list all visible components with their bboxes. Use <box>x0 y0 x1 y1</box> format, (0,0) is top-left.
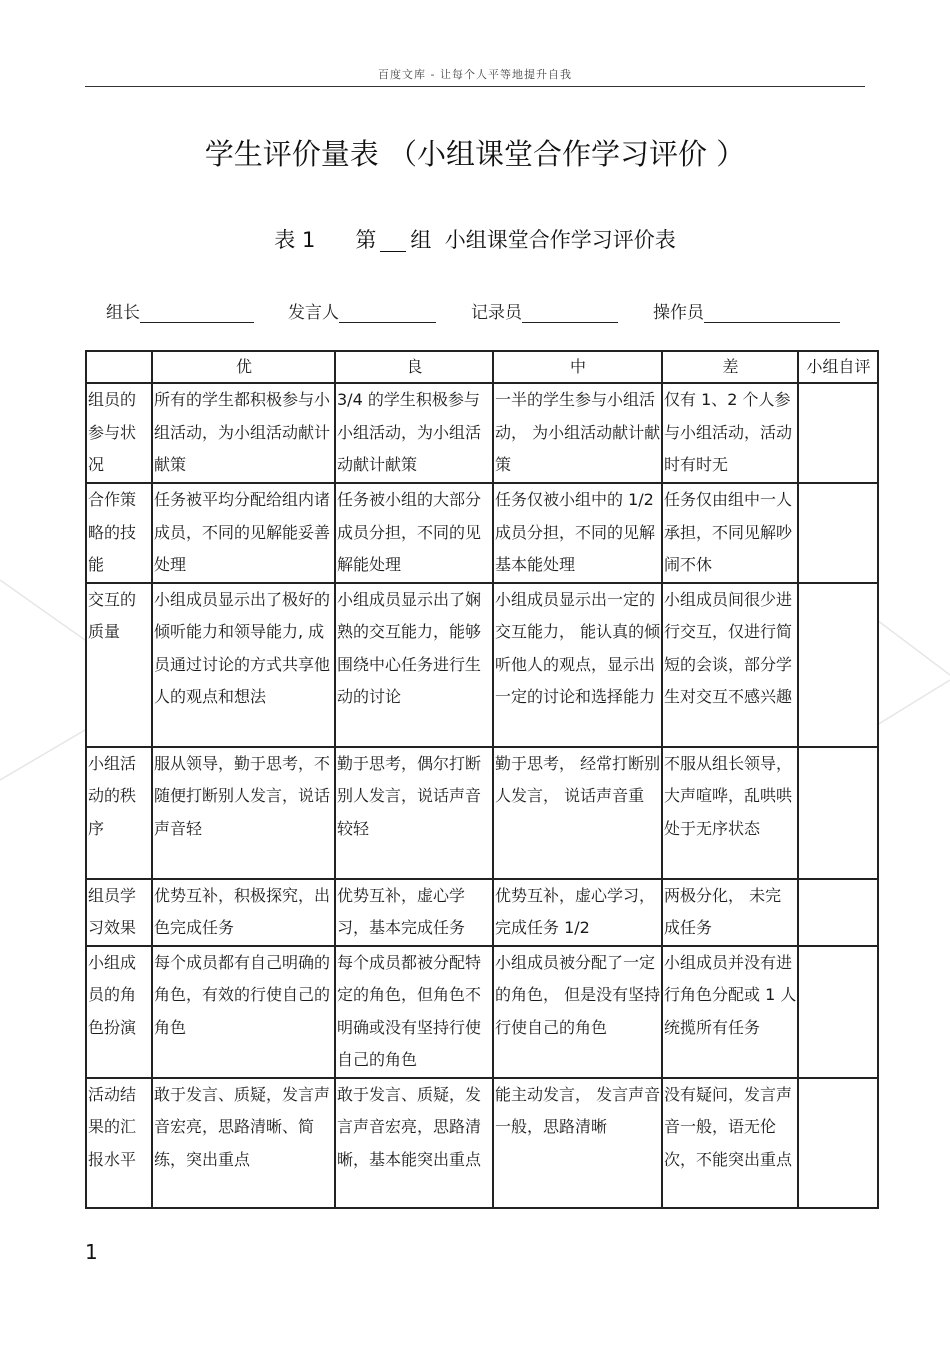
table-cell: 小组成员并没有进行角色分配或 1 人统揽所有任务 <box>662 946 798 1078</box>
role-leader <box>106 298 254 323</box>
criterion-cell: 组员的参与状况 <box>86 383 152 483</box>
column-header: 优 <box>152 351 335 383</box>
table-cell: 敢于发言、质疑，发言声音宏亮，思路清晰，基本能突出重点 <box>335 1078 493 1208</box>
role-blank[interactable] <box>522 304 618 323</box>
caption-prefix: 表 1 第 <box>274 228 377 252</box>
table-cell: 每个成员都有自己明确的角色，有效的行使自己的角色 <box>152 946 335 1078</box>
criterion-cell: 小组成员的角色扮演 <box>86 946 152 1078</box>
table-cell: 能主动发言， 发言声音一般，思路清晰 <box>493 1078 662 1208</box>
table-row <box>86 383 878 483</box>
table-cell: 小组成员显示出一定的交互能力， 能认真的倾听他人的观点，显示出一定的讨论和选择能力 <box>493 583 662 747</box>
criterion-cell: 小组活动的秩序 <box>86 747 152 879</box>
role-blank[interactable] <box>339 304 436 323</box>
table-cell: 每个成员都被分配特定的角色，但角色不明确或没有坚持行使自己的角色 <box>335 946 493 1078</box>
table-cell: 3/4 的学生积极参与小组活动，为小组活动献计献策 <box>335 383 493 483</box>
table-cell: 服从领导，勤于思考，不随便打断别人发言，说话声音轻 <box>152 747 335 879</box>
table-cell: 仅有 1、2 个人参与小组活动，活动时有时无 <box>662 383 798 483</box>
table-cell: 任务被平均分配给组内诸成员，不同的见解能妥善处理 <box>152 483 335 583</box>
caption-suffix: 组 小组课堂合作学习评价表 <box>410 228 676 252</box>
table-caption <box>0 224 950 254</box>
table-cell: 所有的学生都积极参与小组活动，为小组活动献计献策 <box>152 383 335 483</box>
role-recorder <box>471 298 618 323</box>
page-header: 百度文库 - 让每个人平等地提升自我 <box>378 68 572 81</box>
column-header: 小组自评 <box>798 351 878 383</box>
page-number: 1 <box>85 1240 98 1264</box>
role-speaker <box>288 298 436 323</box>
table-cell: 一半的学生参与小组活动， 为小组活动献计献策 <box>493 383 662 483</box>
role-operator <box>653 298 840 323</box>
table-cell: 两极分化， 未完成任务 <box>662 879 798 946</box>
self-evaluation-cell[interactable] <box>798 483 878 583</box>
column-header: 良 <box>335 351 493 383</box>
table-cell: 优势互补，虚心学习，基本完成任务 <box>335 879 493 946</box>
header-divider <box>85 86 865 87</box>
column-header: 中 <box>493 351 662 383</box>
table-cell: 小组成员间很少进行交互，仅进行简短的会谈，部分学生对交互不感兴趣 <box>662 583 798 747</box>
table-cell: 敢于发言、质疑，发言声音宏亮，思路清晰、简练，突出重点 <box>152 1078 335 1208</box>
table-cell: 小组成员显示出了娴熟的交互能力，能够围绕中心任务进行生动的讨论 <box>335 583 493 747</box>
role-label: 操作员 <box>653 303 704 323</box>
table-cell: 没有疑问，发言声音一般，语无伦次，不能突出重点 <box>662 1078 798 1208</box>
criterion-cell: 交互的质量 <box>86 583 152 747</box>
criterion-cell: 合作策略的技能 <box>86 483 152 583</box>
role-label: 发言人 <box>288 303 339 323</box>
role-blank[interactable] <box>140 304 254 323</box>
table-row <box>86 946 878 1078</box>
self-evaluation-cell[interactable] <box>798 383 878 483</box>
self-evaluation-cell[interactable] <box>798 747 878 879</box>
table-cell: 任务仅由组中一人承担，不同见解吵闹不休 <box>662 483 798 583</box>
evaluation-rubric-table <box>85 350 879 1209</box>
table-row <box>86 483 878 583</box>
table-header-row <box>86 351 878 383</box>
table-cell: 任务仅被小组中的 1/2 成员分担，不同的见解基本能处理 <box>493 483 662 583</box>
column-header <box>86 351 152 383</box>
criterion-cell: 组员学习效果 <box>86 879 152 946</box>
group-number-blank[interactable] <box>380 231 406 252</box>
role-label: 组长 <box>106 303 140 323</box>
criterion-cell: 活动结果的汇报水平 <box>86 1078 152 1208</box>
self-evaluation-cell[interactable] <box>798 583 878 747</box>
table-row <box>86 1078 878 1208</box>
table-cell: 任务被小组的大部分成员分担，不同的见解能处理 <box>335 483 493 583</box>
table-cell: 勤于思考，偶尔打断别人发言，说话声音较轻 <box>335 747 493 879</box>
table-row <box>86 583 878 747</box>
table-cell: 优势互补，积极探究，出色完成任务 <box>152 879 335 946</box>
table-row <box>86 879 878 946</box>
table-cell: 小组成员显示出了极好的倾听能力和领导能力, 成员通过讨论的方式共享他人的观点和想法 <box>152 583 335 747</box>
document-title: 学生评价量表 （小组课堂合作学习评价 ） <box>204 137 746 171</box>
table-cell: 勤于思考， 经常打断别人发言， 说话声音重 <box>493 747 662 879</box>
column-header: 差 <box>662 351 798 383</box>
role-blank[interactable] <box>704 304 840 323</box>
table-cell: 不服从组长领导，大声喧哗，乱哄哄处于无序状态 <box>662 747 798 879</box>
self-evaluation-cell[interactable] <box>798 946 878 1078</box>
table-cell: 小组成员被分配了一定的角色， 但是没有坚持行使自己的角色 <box>493 946 662 1078</box>
table-cell: 优势互补，虚心学习，完成任务 1/2 <box>493 879 662 946</box>
table-row <box>86 747 878 879</box>
self-evaluation-cell[interactable] <box>798 1078 878 1208</box>
role-label: 记录员 <box>471 303 522 323</box>
self-evaluation-cell[interactable] <box>798 879 878 946</box>
